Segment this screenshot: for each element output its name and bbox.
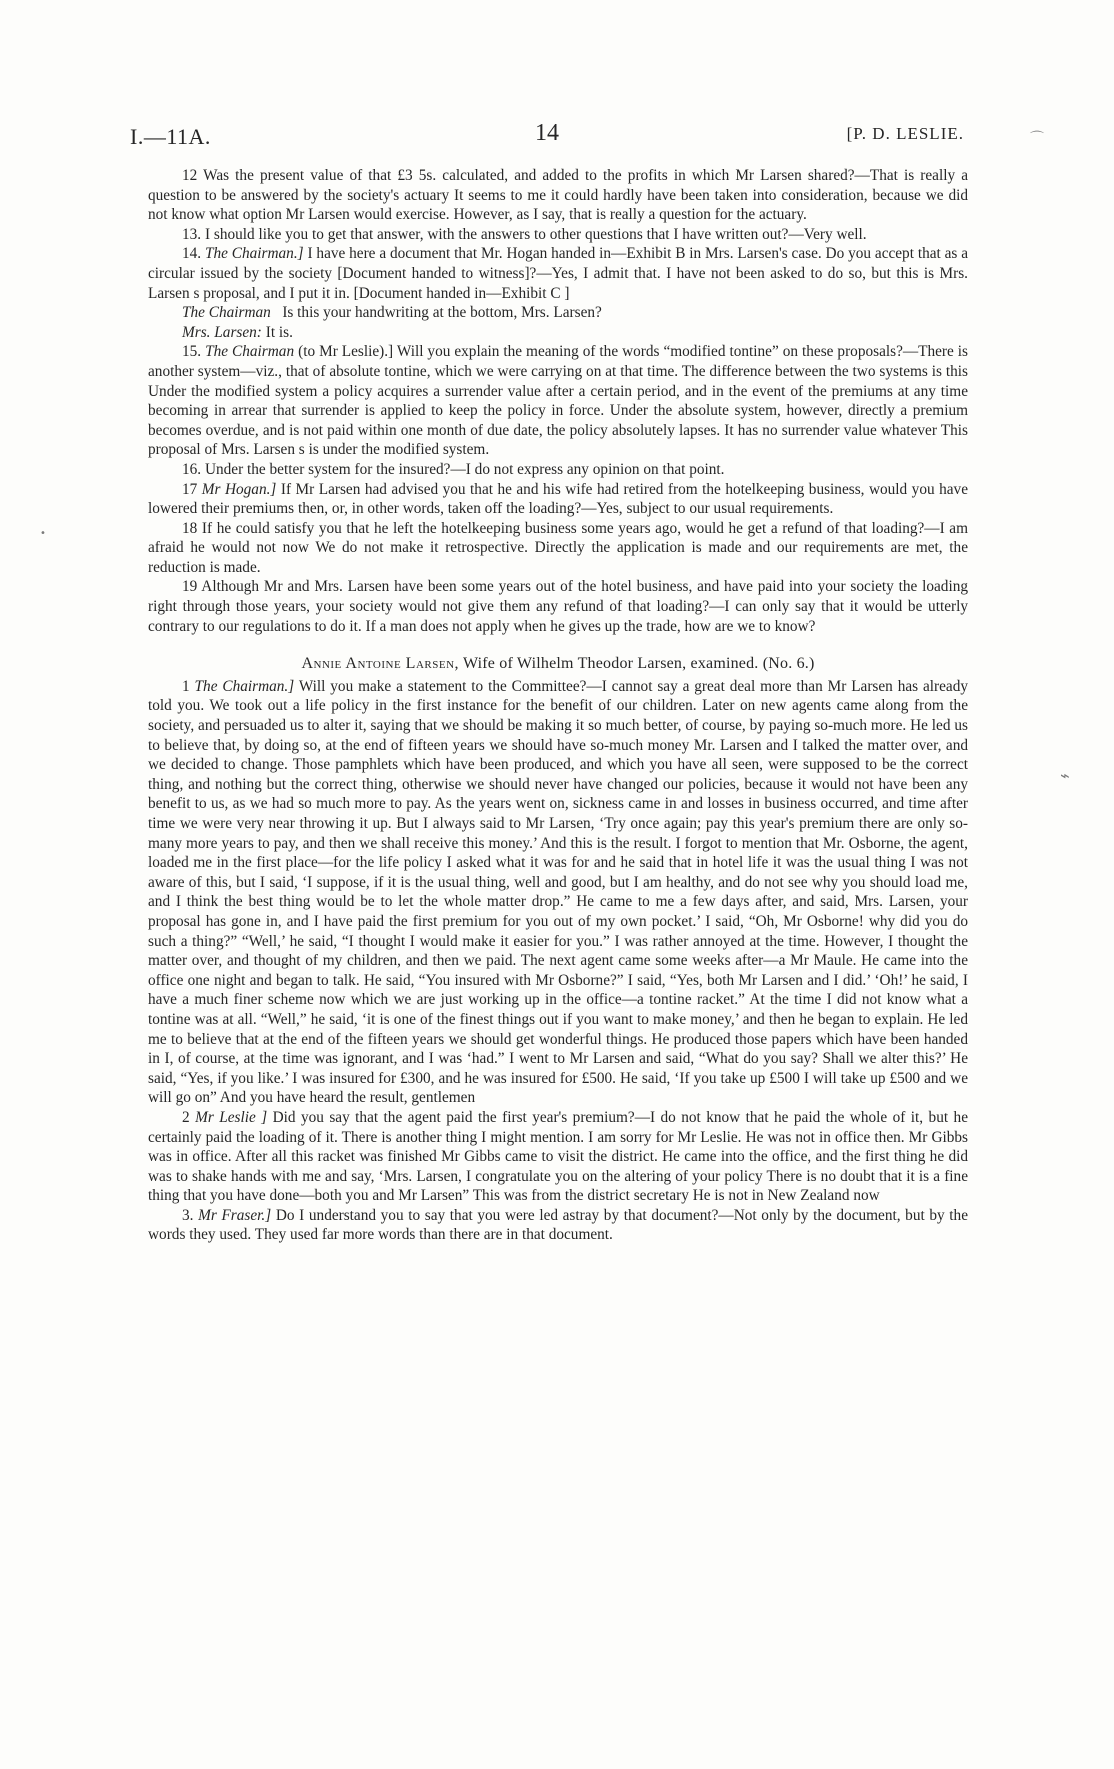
witness-description: Wife of Wilhelm Theodor Larsen, examined. (No. 6.) bbox=[462, 655, 815, 673]
question-text: Is this your handwriting at the bottom, Mrs. Larsen? bbox=[282, 304, 602, 322]
question-text: If Mr Larsen had advised you that he and his wife had retired from the hotelkeeping business, would you have lowered their premiums then, or, in other words, taken off the loading?—Yes, subject to our usual requirements. bbox=[148, 480, 968, 518]
question-number: 14. bbox=[182, 245, 202, 263]
question-paragraph bbox=[148, 1206, 968, 1245]
question-paragraph: 19 Although Mr and Mrs. Larsen have been some years out of the hotel business, and have paid into your society the loading right through those years, your society would not give them any refund of that loading?—I can only say that it would be utterly contrary to our regulations to do it. If a man does not apply when he gives up the trade, how are we to know? bbox=[148, 578, 968, 635]
question-number: 1 bbox=[182, 677, 190, 695]
answer-text: Will you make a statement to the Committee?—I cannot say a great deal more than Mr Larsen has already told you. We took out a life policy in the first instance for the benefit of our children. Later on new agents came along from the society, and persuaded us to alter it, saying that we should be making it so much better, of course, by paying so-much more. He led us to believe that, by doing so, at the end of fifteen years we should have so-much money Mr. Larsen and I talked the matter over, and we decided to change. Those pamphlets which have been produced, and which you have all seen, were supposed to be the correct thing, and nothing but the correct thing, otherwise we should never have changed our policies, because it would not have been any benefit to us, as we had so much more to pay. As the years went on, sickness came in and losses in business occurred, and time after time we were very near throwing it up. But I always said to Mr Larsen, ‘Try once again; pay this year's premium there are only so-many more years to pay, and then we shall receive this money.’ And this is the result. I forgot to mention that Mr. Osborne, the agent, loaded me in the first place—for the life policy I asked what it was for and he said that in hotel life it was the usual thing I was not aware of this, but I said, ‘I suppose, if it is the usual thing, well and good, but I am healthy, and do not see why you should load me, and I think the best thing would be to let the whole matter drop.” He came to me a few days after, and said, Mrs. Larsen, your proposal has gone in, and I have paid the first premium for you out of my own pocket.’ I said, “Oh, Mr Osborne! why did you do such a thing?” “Well,’ he said, “I thought I would make it easier for you.” I was rather annoyed at the time. However, I thought the matter over, and thought of my children, and then we paid. The next agent came some weeks after—a Mr Maule. He came into the office one night and began to talk. He said, “You insured with Mr Osborne?” I said, “Yes, both Mr Larsen and I did.’ ‘Oh!’ he said, I have a much finer scheme now which we are just working up in the office—a tontine racket.” At the time I did not know what a tontine was at all. “Well,” he said, ‘it is one of the finest things out if you want to make money,’ and then he began to explain. He led me to believe that at the end of the fifteen years we should get wonderful things. He produced those papers which have been handed in I, of course, at the time was ignorant, and I was ‘had.” I went to Mr Larsen and said, “What do you say? Shall we alter this?’ He said, “Yes, if you like.’ I was insured for £300, and he was insured for £500. He said, ‘If you take up £500 I will take up £500 and we will go on” And you have heard the result, gentlemen bbox=[148, 677, 968, 1107]
speaker-name: The Chairman bbox=[182, 304, 271, 322]
scan-mark-decoration: ⌒ bbox=[1030, 131, 1044, 147]
speaker-name: Mr Leslie ] bbox=[195, 1108, 268, 1126]
answer-text: Do I understand you to say that you were led astray by that document?—Not only by the document, but by the words they used. They used far more words than there are in that document. bbox=[148, 1206, 968, 1244]
answer-text: Did you say that the agent paid the first year's premium?—I do not know that he paid the whole of it, but he certainly paid the loading of it. There is another thing I might mention. I am sorry for Mr Leslie. He was not in office then. Mr Gibbs was in office. After all this racket was finished Mr Gibbs came to visit the district. He came into the office, and the first thing he did was to shake hands with me and say, ‘Mrs. Larsen, I congratulate you on the altering of your policy There is no doubt that it is a fine thing that you have done—both you and Mr Larsen” This was from the district secretary He is not in New Zealand now bbox=[148, 1108, 968, 1205]
question-number: 15. bbox=[182, 343, 202, 361]
parliamentary-paper-reference: I.—11A. bbox=[130, 124, 211, 149]
answer-paragraph bbox=[148, 323, 968, 343]
question-paragraph: 18 If he could satisfy you that he left the hotelkeeping business some years ago, would he get a refund of that loading?—I am afraid he would not now We do not make it retrospective. Directly the application is made and our requirements are met, the reduction is made. bbox=[148, 519, 968, 576]
question-paragraph bbox=[148, 677, 968, 1108]
answer-text: It is. bbox=[265, 323, 293, 341]
question-paragraph: 13. I should like you to get that answer, with the answers to other questions that I have written out?—Very well. bbox=[182, 225, 867, 243]
witness-heading bbox=[148, 654, 968, 674]
question-paragraph bbox=[148, 480, 968, 519]
question-paragraph bbox=[148, 303, 968, 323]
question-paragraph bbox=[148, 1108, 968, 1206]
scan-mark-decoration: ⌁ bbox=[1060, 766, 1070, 785]
speaker-name: Mrs. Larsen: bbox=[182, 323, 262, 341]
speaker-name: The Chairman.] bbox=[194, 677, 295, 695]
speaker-name: The Chairman.] bbox=[204, 245, 304, 263]
question-number: 3. bbox=[182, 1206, 194, 1224]
question-text: (to Mr Leslie).] Will you explain the meaning of the words “modified tontine” on these proposals?—There is another system—viz., that of absolute tontine, which we were carrying on at that time. The difference between the two systems is this Under the modified system a policy acquires a surrender value after a certain period, and in the event of the premiums at any time becoming in arrear that surrender is applied to keep the policy in force. Under the absolute system, however, directly a premium becomes overdue, and is not paid within one month of due date, the policy absolutely lapses. It has no surrender value whatever This proposal of Mrs. Larsen s is under the modified system. bbox=[148, 343, 969, 459]
speaker-name: The Chairman bbox=[205, 343, 295, 361]
witness-name: Annie Antoine Larsen, bbox=[301, 655, 460, 673]
witness-running-head: [P. D. LESLIE. bbox=[846, 124, 964, 143]
speaker-name: Mr Hogan.] bbox=[201, 480, 277, 498]
question-text: I have here a document that Mr. Hogan handed in—Exhibit B in Mrs. Larsen's case. Do you accept that as a circular issued by the society [Document handed to witness]?—Yes, I admit that. I have not been asked to do so, but this is Mrs. Larsen s proposal, and I put it in. [Document handed in—Exhibit C ] bbox=[148, 245, 968, 302]
page-header bbox=[130, 120, 964, 152]
question-number: 17 bbox=[182, 480, 198, 498]
question-paragraph: 12 Was the present value of that £3 5s. calculated, and added to the profits in which Mr Larsen shared?—That is really a question to be answered by the society's actuary It seems to me it could hardly have been taken into consideration, because we did not know what option Mr Larsen would exercise. However, as I say, that is really a question for the actuary. bbox=[148, 167, 968, 224]
question-paragraph bbox=[148, 244, 968, 303]
page-number: 14 bbox=[535, 120, 559, 146]
question-paragraph: 16. Under the better system for the insured?—I do not express any opinion on that point. bbox=[182, 460, 725, 478]
question-number: 2 bbox=[182, 1108, 190, 1126]
speaker-name: Mr Fraser.] bbox=[198, 1206, 272, 1224]
transcript-body bbox=[148, 166, 968, 1245]
question-paragraph bbox=[148, 342, 968, 460]
scan-mark-decoration: • bbox=[40, 528, 46, 539]
